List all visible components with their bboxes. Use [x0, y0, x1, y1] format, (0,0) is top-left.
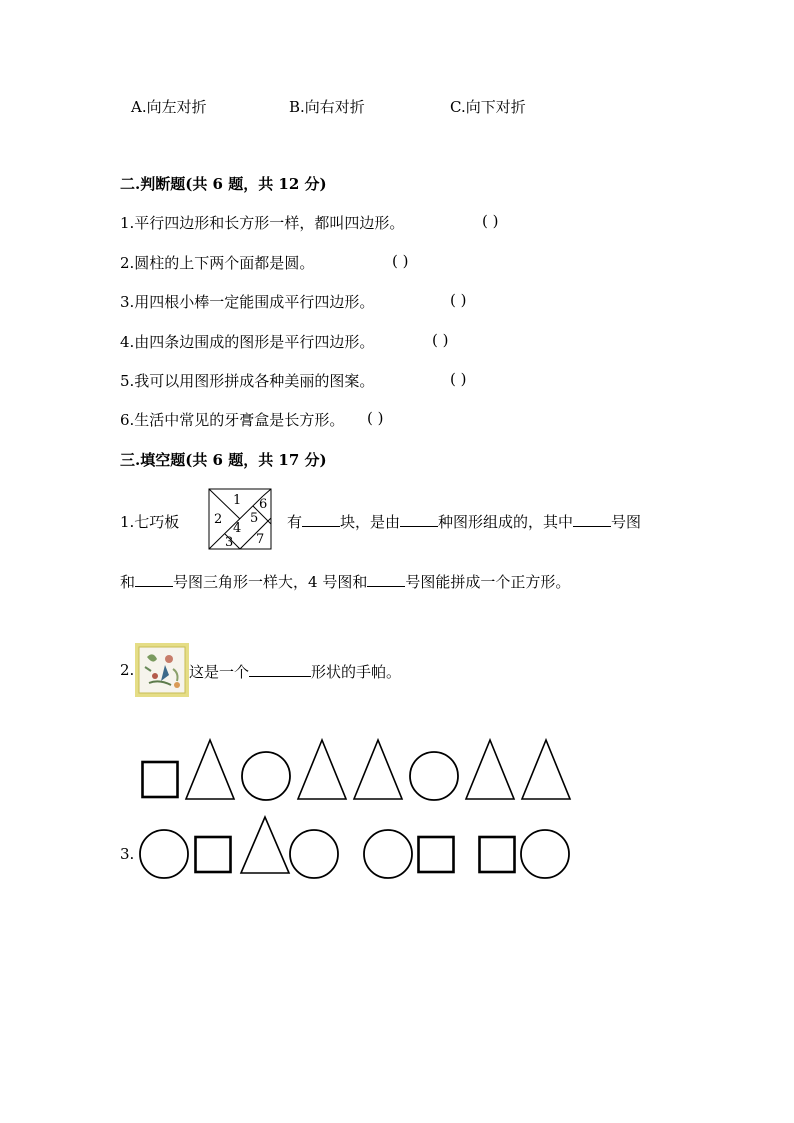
section2-title: 二.判断题(共 6 题，共 12 分): [120, 175, 327, 193]
triangle-shape: [186, 740, 234, 799]
triangle-shape: [241, 817, 289, 873]
handkerchief-image: [135, 643, 189, 697]
judge-item-4: [120, 331, 449, 352]
fill-blank[interactable]: [573, 511, 611, 527]
circle-shape: [410, 752, 458, 800]
triangle-shape: [298, 740, 346, 799]
triangle-shape: [354, 740, 402, 799]
square-shape: [143, 762, 178, 797]
fill-blank[interactable]: [367, 571, 405, 587]
judge-item-2: [120, 252, 409, 273]
q1-label: 1.七巧板: [120, 513, 180, 531]
square-shape: [196, 837, 231, 872]
fill-blank[interactable]: [400, 511, 438, 527]
q1-text: 号图: [611, 513, 642, 531]
judge-item-text: 1.平行四边形和长方形一样，都叫四边形。: [120, 214, 405, 232]
tangram-num-3: 3: [225, 535, 234, 550]
tangram-num-6: 6: [259, 497, 268, 512]
q1-line2: [120, 571, 570, 592]
circle-shape: [521, 830, 569, 878]
option-a: A.向左对折: [131, 98, 207, 116]
answer-parens[interactable]: ( ): [432, 331, 449, 349]
answer-parens[interactable]: ( ): [392, 252, 409, 270]
fill-blank[interactable]: [249, 661, 311, 677]
judge-item-3: [120, 291, 467, 312]
q2-text: 形状的手帕。: [311, 663, 402, 681]
q2-text: 这是一个: [189, 663, 250, 681]
shape-row-1: [143, 740, 571, 800]
triangle-shape: [466, 740, 514, 799]
q2-label: 2.: [120, 661, 135, 679]
q2-line: [189, 661, 401, 682]
q3-label: 3.: [120, 845, 135, 863]
section3-title: 三.填空题(共 6 题，共 17 分): [120, 451, 327, 469]
q1-text: 号图能拼成一个正方形。: [405, 573, 571, 591]
circle-shape: [364, 830, 412, 878]
q1-text: 块，是由: [340, 513, 401, 531]
answer-parens[interactable]: ( ): [450, 370, 467, 388]
judge-item-text: 3.用四根小棒一定能围成平行四边形。: [120, 293, 375, 311]
option-c: C.向下对折: [450, 98, 526, 116]
answer-parens[interactable]: ( ): [482, 212, 499, 230]
fill-blank[interactable]: [302, 511, 340, 527]
tangram-num-5: 5: [250, 511, 259, 526]
judge-item-text: 5.我可以用图形拼成各种美丽的图案。: [120, 372, 375, 390]
q1-text: 号图三角形一样大，4 号图和: [173, 573, 368, 591]
tangram-num-2: 2: [214, 512, 223, 527]
circle-shape: [140, 830, 188, 878]
judge-item-text: 6.生活中常见的牙膏盒是长方形。: [120, 411, 345, 429]
q1-text: 种图形组成的，其中: [438, 513, 574, 531]
q1-text: 有: [287, 513, 303, 531]
tangram-num-4: 4: [233, 521, 242, 536]
shape-pattern: [135, 735, 580, 885]
q1-text: 和: [120, 573, 136, 591]
judge-item-1: [120, 212, 499, 233]
shape-row-2: [140, 817, 569, 878]
judge-item-6: [120, 409, 384, 430]
answer-parens[interactable]: ( ): [367, 409, 384, 427]
q1-line1: [287, 511, 641, 532]
judge-item-text: 4.由四条边围成的图形是平行四边形。: [120, 333, 375, 351]
judge-item-text: 2.圆柱的上下两个面都是圆。: [120, 254, 315, 272]
circle-shape: [242, 752, 290, 800]
tangram-num-7: 7: [256, 532, 265, 547]
option-b: B.向右对折: [289, 98, 365, 116]
triangle-shape: [522, 740, 570, 799]
judge-item-5: [120, 370, 467, 391]
circle-shape: [290, 830, 338, 878]
square-shape: [419, 837, 454, 872]
fill-blank[interactable]: [135, 571, 173, 587]
tangram-figure: [208, 488, 272, 550]
tangram-num-1: 1: [233, 493, 242, 508]
answer-parens[interactable]: ( ): [450, 291, 467, 309]
square-shape: [480, 837, 515, 872]
